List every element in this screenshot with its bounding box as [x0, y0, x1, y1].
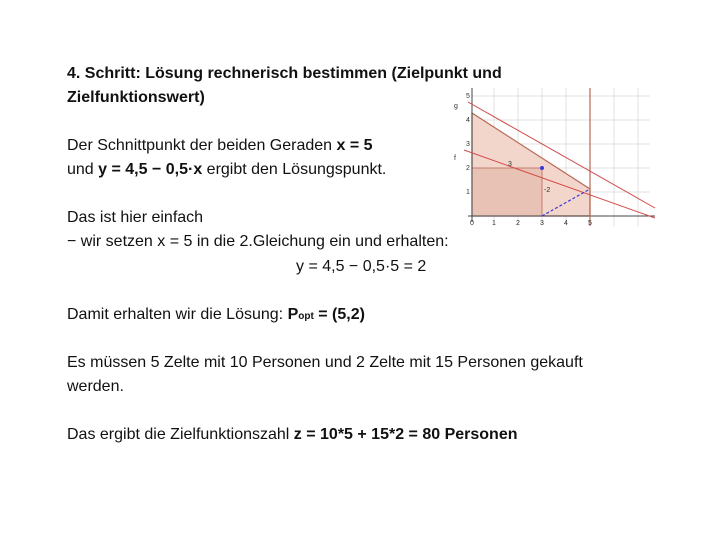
- intersection-line-2: [67, 160, 386, 180]
- label-g: g: [454, 103, 458, 110]
- y-tick-5: 5: [466, 93, 470, 100]
- x-tick-1: 1: [492, 220, 496, 227]
- x-tick-5: 5: [588, 220, 592, 227]
- intersection-y-equation: y = 4,5 − 0,5·x: [98, 161, 203, 178]
- objective-equation: z = 10*5 + 15*2 = 80 Personen: [293, 426, 518, 443]
- title-line-1: 4. Schritt: Lösung rechnerisch bestimmen (Zielpunkt und: [67, 65, 502, 82]
- y-tick-1: 1: [466, 189, 470, 196]
- objective-line: [67, 425, 517, 445]
- title-line-2: Zielfunktionswert): [67, 89, 205, 106]
- simple-line-2: − wir setzen x = 5 in die 2.Gleichung ein und erhalten:: [67, 233, 449, 250]
- lp-graph: [450, 88, 660, 230]
- intersection-line-2-prefix: und: [67, 161, 99, 178]
- x-tick-3: 3: [540, 220, 544, 227]
- label-f: f: [454, 155, 456, 162]
- intersection-line-1: [67, 136, 373, 156]
- intersection-line-2-suffix: ergibt den Lösungspunkt.: [202, 161, 387, 178]
- y-tick-3: 3: [466, 141, 470, 148]
- simple-line-3: y = 4,5 − 0,5·5 = 2: [296, 258, 427, 275]
- y-tick-2: 2: [466, 165, 470, 172]
- intersection-line-1-text: Der Schnittpunkt der beiden Geraden: [67, 137, 337, 154]
- solution-prefix: Damit erhalten wir die Lösung:: [67, 306, 288, 323]
- x-tick-0: 0: [470, 220, 474, 227]
- label-point: -2: [544, 187, 551, 194]
- y-tick-4: 4: [466, 117, 470, 124]
- tents-line-2: werden.: [67, 378, 124, 395]
- objective-prefix: Das ergibt die Zielfunktionszahl: [67, 426, 294, 443]
- solution-line: [67, 305, 365, 327]
- x-tick-2: 2: [516, 220, 520, 227]
- solution-p: P: [287, 306, 299, 323]
- intersection-x-equation: x = 5: [336, 137, 373, 154]
- simple-line-1: Das ist hier einfach: [67, 209, 204, 226]
- solution-value: = (5,2): [313, 306, 365, 323]
- x-tick-4: 4: [564, 220, 568, 227]
- solution-point: [540, 166, 544, 170]
- solution-p-sub: opt: [298, 311, 314, 322]
- sub-rectangle: [472, 168, 542, 216]
- tents-line-1: Es müssen 5 Zelte mit 10 Personen und 2 Zelte mit 15 Personen gekauft: [67, 354, 583, 371]
- label-region: 3: [508, 161, 512, 168]
